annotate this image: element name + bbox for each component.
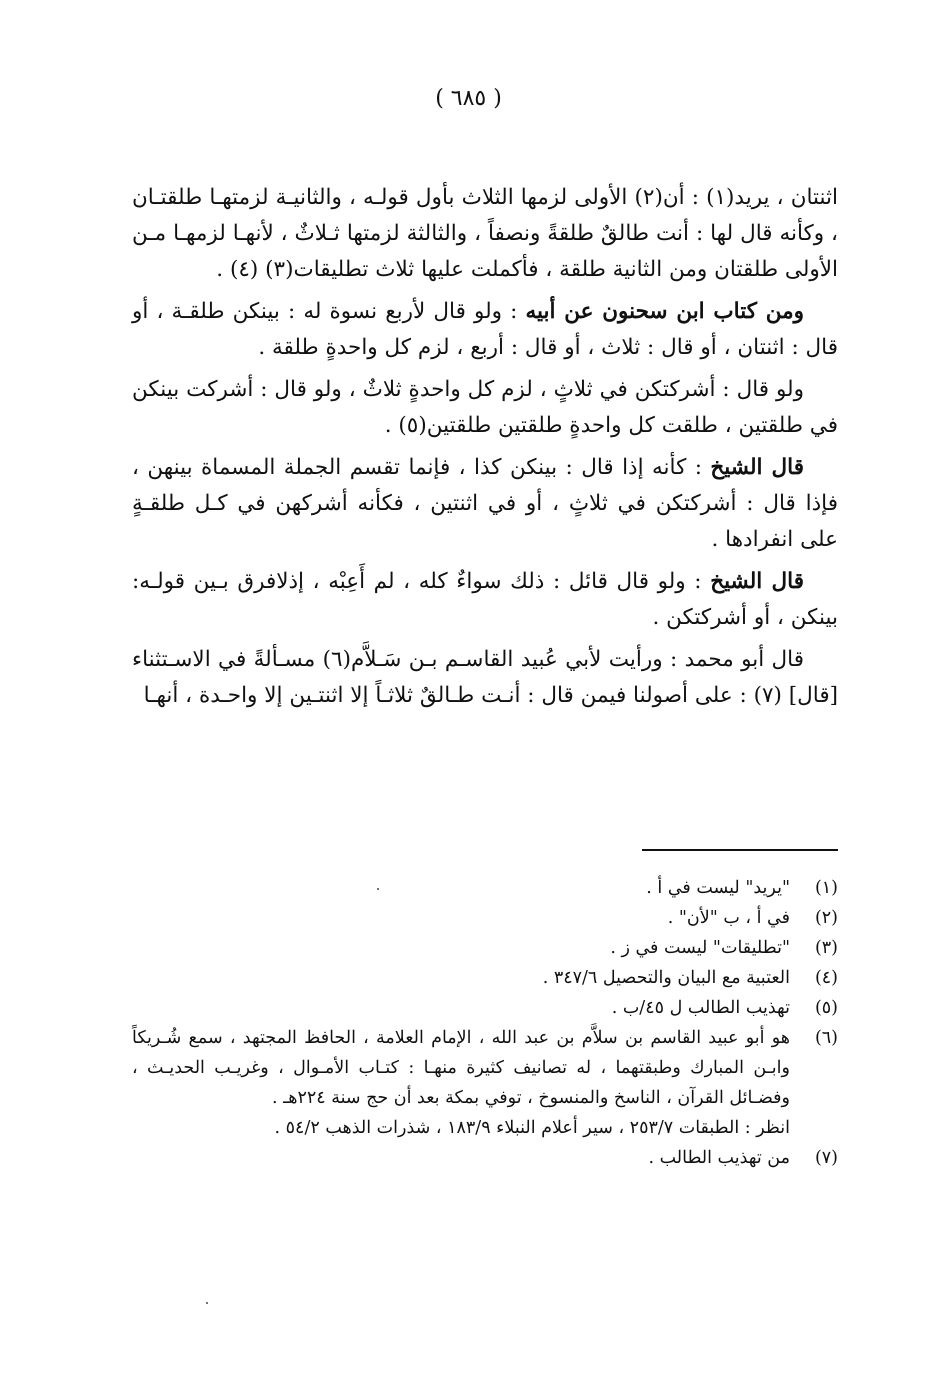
footnote-text: العتبية مع البيان والتحصيل ٣٤٧/٦ . [542,968,790,988]
footnote-text: هو أبو عبيد القاسم بن سلاَّم بن عبد الله ، الإمام العلامة ، الحافظ المجتهد ، سمع شُـريكاً وابـن المبارك وطبقتهما ، له تصانيف كثيرة منهـا : كتـاب الأمـوال ، وغريـب الحديـث ، وفضـائل القرآن ، الناسخ والمنسوخ ، توفي بمكة بعد أن حج سنة ٢٢٤هـ . [132,1028,790,1108]
footnote-number: (٣) [814,938,838,958]
paragraph [132,450,838,558]
paragraph [132,180,838,288]
footnote [132,933,838,963]
footnote-reference: انظر : الطبقات ٢٥٣/٧ ، سير أعلام النبلاء ١٨٣/٩ ، شذرات الذهب ٥٤/٢ . [274,1118,790,1138]
paragraph-text: ولو قال : أشركتكن في ثلاثٍ ، لزم كل واحدةٍ ثلاثٌ ، ولو قال : أشركت بينكن في طلقتين ، طلقت كل واحدةٍ طلقتين طلقتين(٥) . [132,377,838,438]
footnote-number: (١) [814,878,838,898]
footnote-text: تهذيب الطالب ل ٤٥/ب . [611,998,790,1018]
footnote-number: (٧) [814,1148,838,1168]
footnote-number: (٦) [814,1028,838,1048]
scan-speck [206,1302,208,1304]
paragraph-text: : ولو قال قائل : ذلك سواءٌ كله ، لم أَعِبْه ، إذلافرق بـين قولـه: بينكن ، أو أشركتكن . [132,569,838,630]
footnote-text: في أ ، ب "لأن" . [667,908,790,928]
paragraph [132,642,838,714]
section-heading: قال الشيخ [710,569,804,594]
footnote [132,873,838,903]
footnote [132,1143,838,1173]
scan-speck [377,888,379,890]
footnote [132,963,838,993]
paragraph [132,294,838,366]
paragraph [132,564,838,636]
footnote [132,903,838,933]
footnote-separator [642,849,838,851]
footnote [132,1023,838,1143]
paragraph [132,372,838,444]
footnote-number: (٢) [814,908,838,928]
paragraph-text: : ولو قال لأربع نسوة له : بينكن طلقـة ، أو قال : اثنتان ، أو قال : ثلاث ، أو قال : أربع ، لزم كل واحدةٍ طلقة . [132,299,838,360]
footnote-text: "يريد" ليست في أ . [646,878,790,898]
paragraph-text: اثنتان ، يريد(١) : أن(٢) الأولى لزمها الثلاث بأول قولـه ، والثانيـة لزمتهـا طلقتـان ، وكأنه قال لها : أنت طالقٌ طلقةً ونصفاً ، والثالثة لزمتها ثـلاثٌ ، لأنهـا لزمهـا مـن الأولى طلقتان ومن الثانية طلقة ، فأكملت عليها ثلاث تطليقات(٣) (٤) . [132,185,838,282]
section-heading: قال الشيخ [710,455,804,480]
footnotes [132,873,838,1173]
paragraph-text: : كأنه إذا قال : بينكن كذا ، فإنما تقسم الجملة المسماة بينهن ، فإذا قال : أشركتكن في ثلاثٍ ، أو في اثنتين ، فكأنه أشركهن في كـل طلقـةٍ على انفرادها . [132,455,838,552]
footnote [132,993,838,1023]
footnote-text: من تهذيب الطالب . [648,1148,790,1168]
paragraph-text: قال أبو محمد : ورأيت لأبي عُبيد القاسـم بـن سَـلاَّم(٦) مسـألةً في الاسـتثناء [قال] (٧) : على أصولنا فيمن قال : أنـت طـالقٌ ثلاثـاً إلا اثنتـين إلا واحـدة ، أنهـا [132,647,838,708]
footnote-number: (٥) [814,998,838,1018]
section-heading: ومن كتاب ابن سحنون عن أبيه [525,299,804,324]
page-number: ( ٦٨٥ ) [435,86,502,111]
footnote-text: "تطليقات" ليست في ز . [610,938,790,958]
main-text [132,180,838,720]
footnote-number: (٤) [814,968,838,988]
